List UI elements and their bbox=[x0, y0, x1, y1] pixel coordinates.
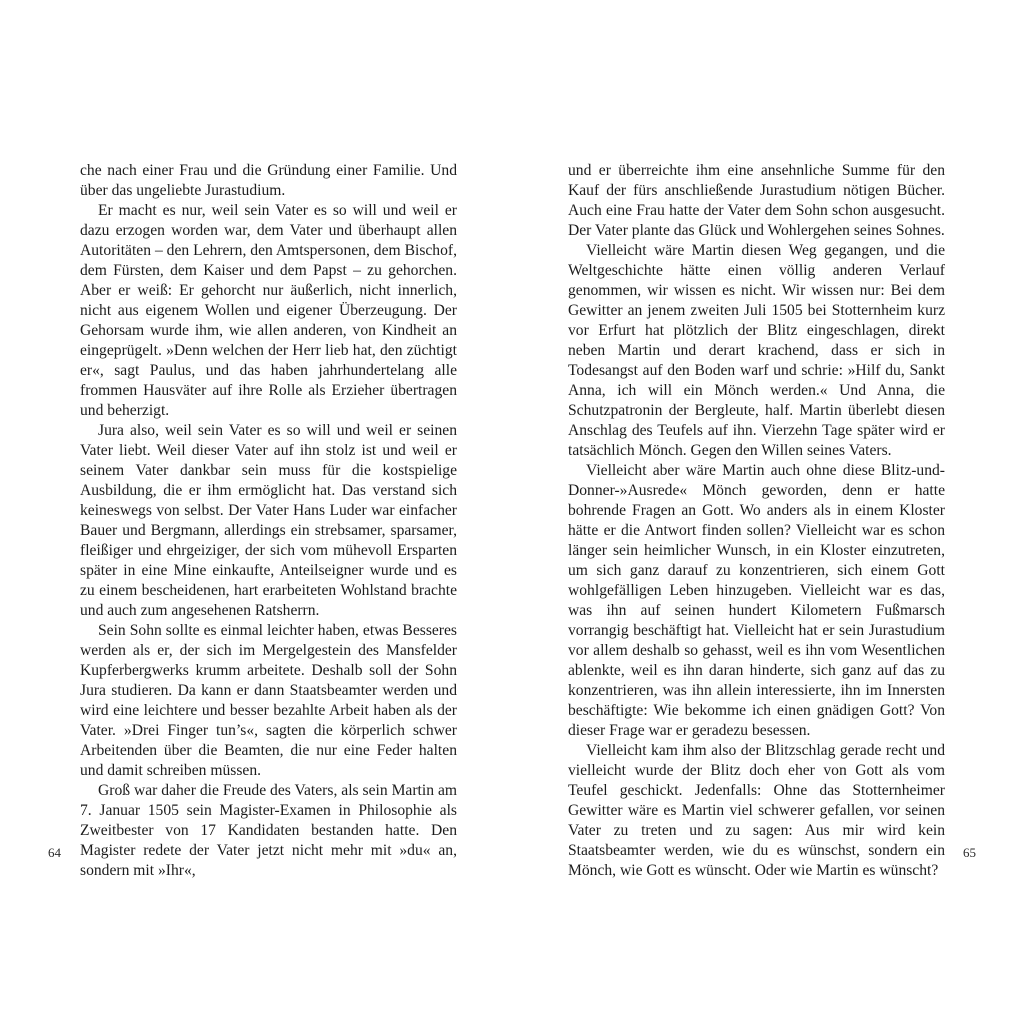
paragraph: Vielleicht kam ihm also der Blitzschlag gerade recht und vielleicht wurde der Blitz doch eher von Gott als vom Teufel geschickt. Jedenfalls: Ohne das Stotternheimer Gewitter wäre es Martin viel schwerer gefallen, vor seinen Vater zu treten und zu sagen: Aus mir wird kein Staatsbeamter werden, wie du es wünschst, sondern ein Mönch, wie Gott es wünscht. Oder wie Martin es wünscht? bbox=[568, 742, 945, 879]
paragraph: und er überreichte ihm eine ansehnliche Summe für den Kauf der fürs anschließende Jurastudium nötigen Bücher. Auch eine Frau hatte der Vater dem Sohn schon ausgesucht. Der Vater plante das Glück und Wohlergehen seines Sohnes. bbox=[568, 162, 945, 239]
right-page-text-column bbox=[568, 161, 945, 881]
left-page-number: 64 bbox=[48, 845, 61, 860]
paragraph: Sein Sohn sollte es einmal leichter haben, etwas Besseres werden als er, der sich im Mergelgestein des Mansfelder Kupferbergwerks krumm arbeitete. Deshalb soll der Sohn Jura studieren. Da kann er dann Staatsbeamter werden und wird eine leichtere und besser bezahlte Arbeit haben als der Vater. »Drei Finger tun’s«, sagten die körperlich schwer Arbeitenden über die Beamten, die nur eine Feder halten und damit schreiben müssen. bbox=[80, 622, 457, 779]
paragraph: che nach einer Frau und die Gründung einer Familie. Und über das ungeliebte Jurastudium. bbox=[80, 162, 457, 199]
paragraph: Jura also, weil sein Vater es so will und weil er seinen Vater liebt. Weil dieser Vater auf ihn stolz ist und weil er seinem Vater dankbar sein muss für die kostspielige Ausbildung, die er ihm ermöglicht hat. Das verstand sich keineswegs von selbst. Der Vater Hans Luder war einfacher Bauer und Bergmann, allerdings ein strebsamer, sparsamer, fleißiger und ehrgeiziger, der sich vom mühevoll Ersparten später in eine Mine einkaufte, Anteilseigner wurde und es zu einem bescheidenen, hart erarbeiteten Wohlstand brachte und auch zum angesehenen Ratsherrn. bbox=[80, 422, 457, 619]
paragraph: Vielleicht aber wäre Martin auch ohne diese Blitz-und-Donner-»Ausrede« Mönch geworden, denn er hatte bohrende Fragen an Gott. Wo anders als in einem Kloster hätte er die Antwort finden sollen? Vielleicht war es schon länger sein heimlicher Wunsch, in ein Kloster einzutreten, um sich ganz darauf zu konzentrieren, sich einem Gott wohlgefälligen Leben hinzugeben. Vielleicht war es das, was ihn auf seinen hundert Kilometern Fußmarsch vorrangig beschäftigt hat. Vielleicht hat er sein Jurastudium vor allem deshalb so gehasst, weil es ihn vom Wesentlichen ablenkte, weil es ihn daran hinderte, sich ganz auf das zu konzentrieren, was ihn allein interessierte, ihn im Innersten beschäftigte: Wie bekomme ich einen gnädigen Gott? Von dieser Frage war er geradezu besessen. bbox=[568, 462, 945, 739]
left-page-text-column bbox=[80, 161, 457, 881]
page-right bbox=[512, 0, 1024, 1024]
paragraph: Groß war daher die Freude des Vaters, als sein Martin am 7. Januar 1505 sein Magister-Examen in Philosophie als Zweitbester von 17 Kandidaten bestanden hatte. Den Magister redete der Vater jetzt nicht mehr mit »du« an, sondern mit »Ihr«, bbox=[80, 782, 457, 879]
paragraph: Er macht es nur, weil sein Vater es so will und weil er dazu erzogen worden war, dem Vater und überhaupt allen Autoritäten – den Lehrern, den Amtspersonen, dem Bischof, dem Fürsten, dem Kaiser und dem Papst – zu gehorchen. Aber er weiß: Er gehorcht nur äußerlich, nicht innerlich, nicht aus eigenem Wollen und eigener Überzeugung. Der Gehorsam wurde ihm, wie allen anderen, von Kindheit an eingeprügelt. »Denn welchen der Herr lieb hat, den züchtigt er«, sagt Paulus, und das haben jahrhundertelang alle frommen Hausväter auf ihre Rolle als Erzieher übertragen und beherzigt. bbox=[80, 202, 457, 419]
right-page-number: 65 bbox=[963, 845, 976, 860]
paragraph: Vielleicht wäre Martin diesen Weg gegangen, und die Weltgeschichte hätte einen völlig anderen Verlauf genommen, wir wissen es nicht. Wir wissen nur: Bei dem Gewitter an jenem zweiten Juli 1505 bei Stotternheim kurz vor Erfurt hat plötzlich der Blitz eingeschlagen, direkt neben Martin und derart krachend, dass er sich in Todesangst auf den Boden warf und schrie: »Hilf du, Sankt Anna, ich will ein Mönch werden.« Und Anna, die Schutzpatronin der Bergleute, half. Martin überlebt diesen Anschlag des Teufels auf ihn. Vierzehn Tage später wird er tatsächlich Mönch. Gegen den Willen seines Vaters. bbox=[568, 242, 945, 459]
